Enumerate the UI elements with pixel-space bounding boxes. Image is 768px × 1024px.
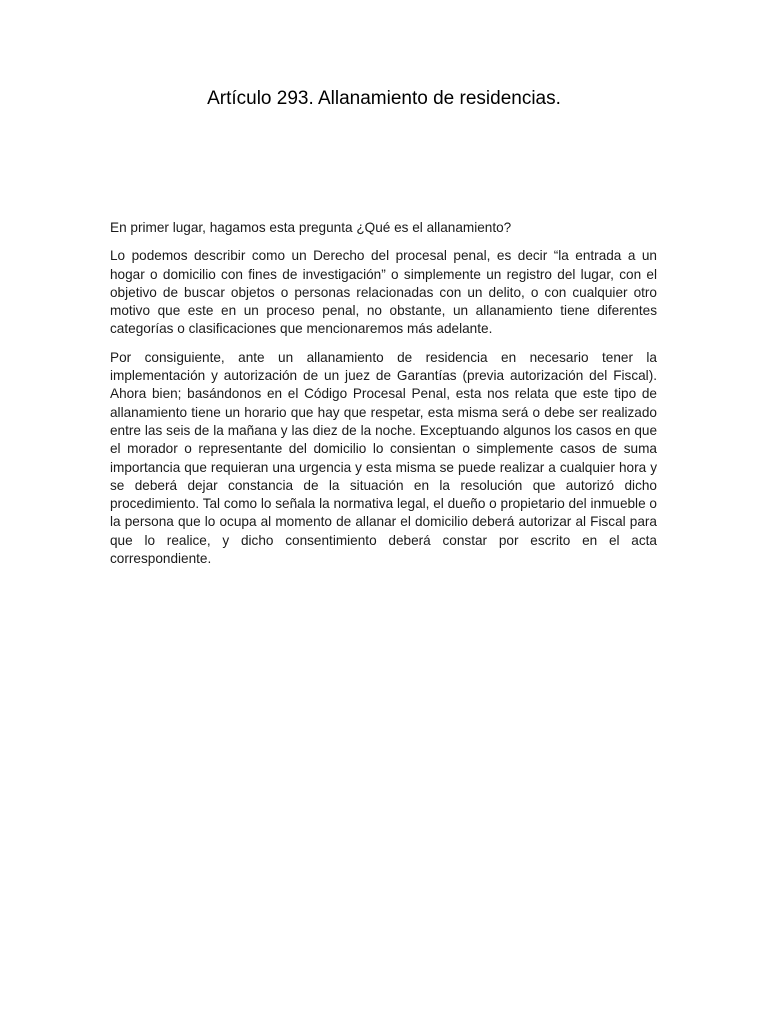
- paragraph-intro-question: En primer lugar, hagamos esta pregunta ¿Qué es el allanamiento?: [110, 220, 512, 235]
- document-title: Artículo 293. Allanamiento de residencias.: [207, 88, 561, 109]
- paragraph-procedure: Por consiguiente, ante un allanamiento de residencia en necesario tener la implementación y autorización de un juez de Garantías (previa autorización del Fiscal). Ahora bien; basándonos en el Código Procesal Penal, esta nos relata que este tipo de allanamiento tiene un horario que hay que respetar, esta misma será o debe ser realizado entre las seis de la mañana y las diez de la noche. Exceptuando algunos los casos en que el morador o representante del domicilio lo consientan o simplemente casos de suma importancia que requieran una urgencia y esta misma se puede realizar a cualquier hora y se deberá dejar constancia de la situación en la resolución que autorizó dicho procedimiento. Tal como lo señala la normativa legal, el dueño o propietario del inmueble o la persona que lo ocupa al momento de allanar el domicilio deberá autorizar al Fiscal para que lo realice, y dicho consentimiento deberá constar por escrito en el acta correspondiente.: [110, 349, 657, 567]
- document-body: [110, 219, 657, 578]
- paragraph-definition: Lo podemos describir como un Derecho del procesal penal, es decir “la entrada a un hogar o domicilio con fines de investigación” o simplemente un registro del lugar, con el objetivo de buscar objetos o personas relacionadas con un delito, o con cualquier otro motivo que este en un proceso penal, no obstante, un allanamiento tiene diferentes categorías o clasificaciones que mencionaremos más adelante.: [110, 248, 657, 337]
